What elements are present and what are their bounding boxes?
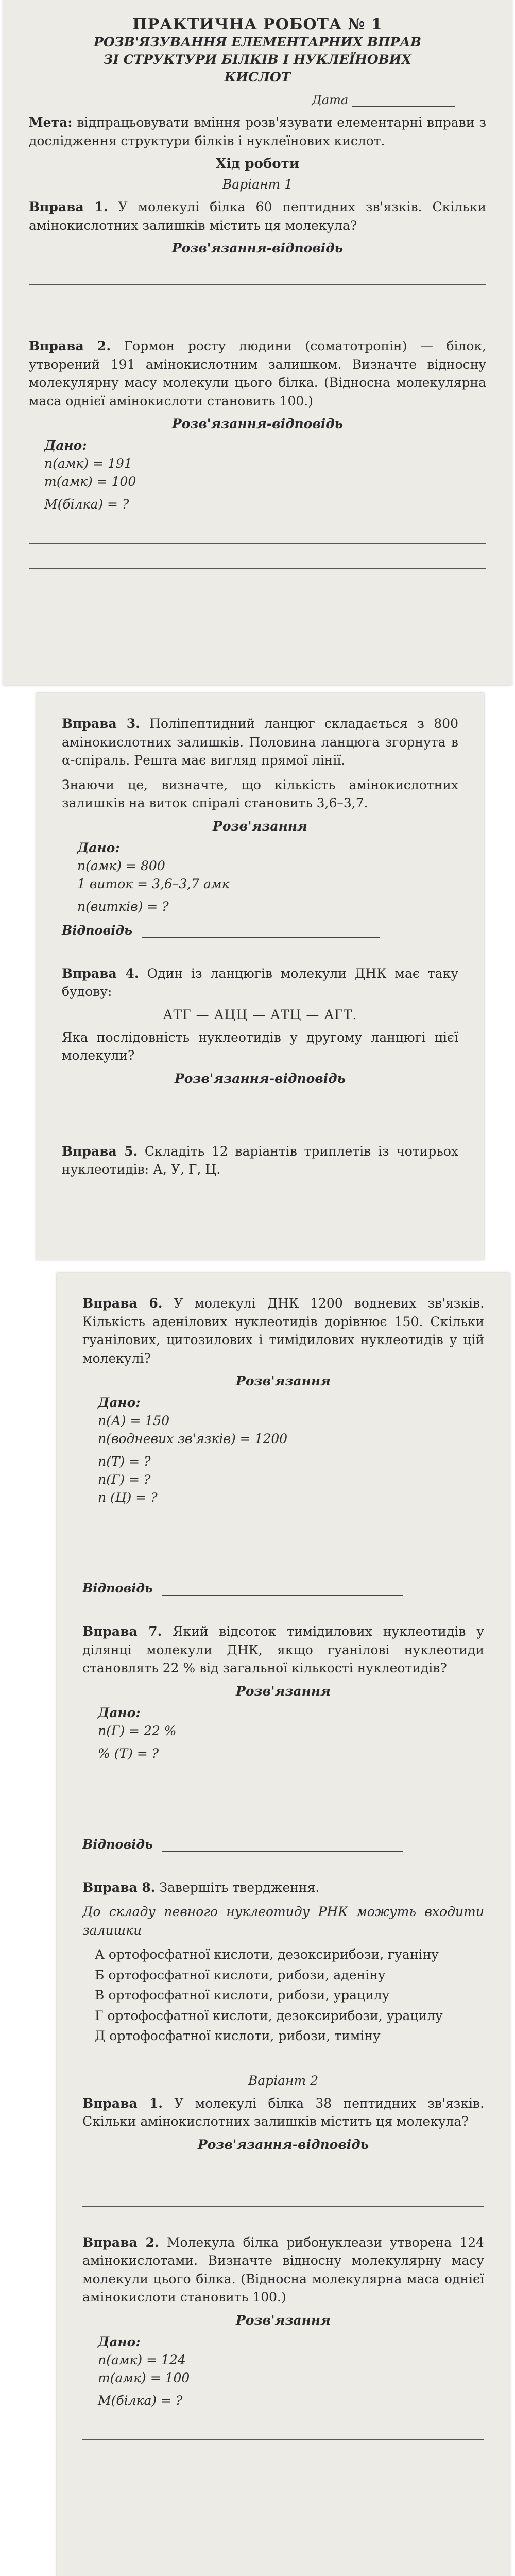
exercise-4-text: Один із ланцюгів молекули ДНК має таку будову: bbox=[62, 965, 458, 999]
exercise-7-given bbox=[98, 1704, 484, 1762]
answer-label: Відповідь bbox=[82, 1836, 153, 1852]
answer-line[interactable] bbox=[82, 2181, 484, 2207]
answer-label: Відповідь bbox=[82, 1581, 153, 1596]
exercise-8-text: Завершіть твердження. bbox=[159, 1879, 320, 1895]
exercise-3 bbox=[62, 715, 458, 770]
exercise-5 bbox=[62, 1142, 458, 1179]
exercise-8-label: Вправа 8. bbox=[82, 1879, 156, 1895]
exercise-1 bbox=[29, 198, 486, 234]
option-d[interactable]: Г ортофосфатної кислоти, дезоксирибози, урацилу bbox=[95, 2008, 443, 2023]
answer-input-line[interactable] bbox=[162, 1839, 403, 1852]
variant-2-heading: Варіант 2 bbox=[248, 2073, 319, 2088]
work-heading: Хід роботи bbox=[215, 156, 300, 172]
answer-line[interactable] bbox=[29, 544, 486, 569]
given-item: n(амк) = 800 bbox=[77, 858, 165, 873]
given-item: n(А) = 150 bbox=[98, 1413, 170, 1428]
given-item: m(амк) = 100 bbox=[44, 474, 136, 489]
answer-input-line[interactable] bbox=[142, 925, 380, 938]
exercise-7-solution-heading: Розв'язання bbox=[236, 1683, 331, 1699]
worksheet-page-3 bbox=[57, 1273, 510, 2576]
answer-line[interactable] bbox=[62, 1185, 458, 1210]
exercise-6-text: У молекулі ДНК 1200 водневих зв'язків. Кількість аденілових нуклеотидів дорівнює 150. Скільки гуанілових, цитозилових і тимідилових нуклеотидів у цій молекулі? bbox=[82, 1296, 485, 1366]
worksheet-page-2 bbox=[36, 693, 484, 1260]
answer-line[interactable] bbox=[29, 260, 486, 285]
exercise-2-given bbox=[44, 436, 486, 513]
answer-line[interactable] bbox=[82, 2465, 484, 2490]
v2-exercise-2-label: Вправа 2. bbox=[82, 2234, 159, 2250]
v2-exercise-1 bbox=[82, 2094, 484, 2131]
date-label: Дата bbox=[312, 93, 349, 108]
exercise-2-text: Гормон росту людини (соматотропін) — білок, утворений 191 амінокислотним залишком. Визначте відносну молекулярну масу молекули цього білка. (Відносна молекулярна маса однієї амінокислоти становить 100.) bbox=[29, 338, 487, 409]
v2-exercise-2 bbox=[82, 2233, 484, 2307]
goal-paragraph bbox=[29, 113, 486, 150]
option-e[interactable]: Д ортофосфатної кислоти, рибози, тиміну bbox=[95, 2028, 381, 2043]
answer-line[interactable] bbox=[29, 518, 486, 544]
given-item: n(витків) = ? bbox=[77, 899, 169, 914]
exercise-1-solution-heading: Розв'язання-відповідь bbox=[171, 241, 344, 256]
given-item: M(білка) = ? bbox=[98, 2393, 183, 2408]
subtitle-line-2: ЗІ СТРУКТУРИ БІЛКІВ І НУКЛЕЇНОВИХ bbox=[104, 52, 411, 67]
exercise-5-text: Складіть 12 варіантів триплетів із чотирьох нуклеотидів: А, У, Г, Ц. bbox=[62, 1143, 459, 1177]
exercise-5-label: Вправа 5. bbox=[62, 1143, 138, 1159]
answer-line[interactable] bbox=[29, 285, 486, 310]
given-item: 1 виток = 3,6–3,7 амк bbox=[77, 876, 230, 891]
date-field bbox=[29, 93, 455, 107]
given-item: n(амк) = 124 bbox=[98, 2352, 186, 2367]
given-item: n (Ц) = ? bbox=[98, 1490, 158, 1505]
subtitle-line-3: КИСЛОТ bbox=[224, 69, 291, 84]
solution-heading: Розв'язання bbox=[236, 1374, 331, 1388]
given-item: n(Г) = 22 % bbox=[98, 1723, 177, 1738]
exercise-1-label: Вправа 1. bbox=[29, 199, 108, 215]
answer-line[interactable] bbox=[82, 2415, 484, 2440]
exercise-7-label: Вправа 7. bbox=[82, 1624, 162, 1639]
given-item: n(водневих зв'язків) = 1200 bbox=[98, 1431, 288, 1446]
answer-row bbox=[82, 1837, 484, 1852]
answer-label: Відповідь bbox=[62, 922, 132, 938]
solution-heading: Розв'язання bbox=[213, 818, 307, 834]
given-label: Дано: bbox=[98, 1705, 141, 1720]
answer-line[interactable] bbox=[62, 1210, 458, 1235]
answer-row bbox=[62, 923, 458, 938]
date-input-line[interactable] bbox=[352, 93, 455, 107]
dna-sequence: АТГ — АЦЦ — АТЦ — АГТ. bbox=[163, 1007, 357, 1022]
exercise-4 bbox=[62, 964, 458, 1001]
v2-exercise-1-text: У молекулі білка 38 пептидних зв'язків. Скільки амінокислотних залишків містить ця молекула? bbox=[82, 2095, 484, 2129]
option-c[interactable]: В ортофосфатної кислоти, рибози, урацилу bbox=[95, 1988, 390, 2003]
option-b[interactable]: Б ортофосфатної кислоти, рибози, аденіну bbox=[95, 1967, 386, 1982]
given-label: Дано: bbox=[44, 438, 87, 453]
v2-exercise-2-solution-heading: Розв'язання bbox=[236, 2312, 331, 2328]
v2-exercise-2-text: Молекула білка рибонуклеази утворена 124 амінокислотами. Визначте відносну молекулярну масу молекули цього білка. (Відносна молекулярна маса однієї амінокислоти становить 100.) bbox=[82, 2234, 485, 2304]
answer-row bbox=[82, 1581, 484, 1596]
given-item: n(Т) = ? bbox=[98, 1454, 151, 1469]
answer-line[interactable] bbox=[82, 2156, 484, 2181]
variant-heading: Варіант 1 bbox=[222, 177, 293, 192]
exercise-6 bbox=[82, 1294, 484, 1367]
exercise-2-label: Вправа 2. bbox=[29, 338, 111, 354]
exercise-8 bbox=[82, 1878, 484, 1897]
exercise-6-label: Вправа 6. bbox=[82, 1296, 163, 1311]
given-label: Дано: bbox=[77, 840, 120, 855]
given-item: n(Г) = ? bbox=[98, 1472, 151, 1487]
exercise-8-options bbox=[82, 1945, 484, 2045]
given-item: n(амк) = 191 bbox=[44, 456, 132, 471]
given-item: m(амк) = 100 bbox=[98, 2370, 190, 2385]
answer-line[interactable] bbox=[62, 1090, 458, 1115]
exercise-7-text: Який відсоток тимідилових нуклеотидів у ділянці молекули ДНК, якщо гуанілові нуклеотиди становлять 22 % від загальної кількості нуклеотидів? bbox=[82, 1624, 484, 1675]
exercise-3-text-2: Знаючи це, визначте, що кількість амінокислотних залишків на виток спіралі становить 3,6–3,7. bbox=[62, 777, 458, 810]
exercise-2-solution-heading: Розв'язання-відповідь bbox=[171, 416, 344, 432]
v2-exercise-1-label: Вправа 1. bbox=[82, 2095, 163, 2111]
exercise-4-question: Яка послідовність нуклеотидів у другому ланцюгі цієї молекули? bbox=[62, 1029, 458, 1063]
option-a[interactable]: А ортофосфатної кислоти, дезоксирибози, гуаніну bbox=[95, 1947, 439, 1962]
exercise-3-given bbox=[77, 839, 458, 916]
given-label: Дано: bbox=[98, 2334, 141, 2349]
answer-line[interactable] bbox=[82, 2440, 484, 2465]
answer-input-line[interactable] bbox=[162, 1583, 403, 1596]
exercise-2 bbox=[29, 337, 486, 410]
subtitle-line-1: РОЗВ'ЯЗУВАННЯ ЕЛЕМЕНТАРНИХ ВПРАВ bbox=[94, 35, 421, 49]
exercise-4-solution-heading: Розв'язання-відповідь bbox=[174, 1071, 346, 1086]
exercise-8-lead: До складу певного нуклеотиду РНК можуть входити залишки bbox=[82, 1904, 484, 1938]
exercise-3-text: Поліпептидний ланцюг складається з 800 амінокислотних залишків. Половина ланцюга згорнута в α-спіраль. Решта має вигляд прямої лінії. bbox=[62, 716, 458, 768]
page-title: ПРАКТИЧНА РОБОТА № 1 bbox=[132, 15, 383, 33]
v2-exercise-2-given bbox=[98, 2333, 484, 2410]
worksheet-page-1 bbox=[3, 0, 512, 685]
exercise-4-label: Вправа 4. bbox=[62, 965, 139, 981]
exercise-3-label: Вправа 3. bbox=[62, 716, 140, 731]
exercise-6-given bbox=[98, 1394, 484, 1506]
given-label: Дано: bbox=[98, 1395, 141, 1410]
v2-exercise-1-solution-heading: Розв'язання-відповідь bbox=[197, 2137, 369, 2152]
goal-label: Мета: bbox=[29, 115, 73, 130]
exercise-7 bbox=[82, 1622, 484, 1677]
exercise-1-text: У молекулі білка 60 пептидних зв'язків. Скільки амінокислотних залишків містить ця молекула? bbox=[29, 199, 487, 233]
goal-text: відпрацьовувати вміння розв'язувати елементарні вправи з дослідження структури білків і нуклеїнових кислот. bbox=[29, 115, 486, 148]
given-item: M(білка) = ? bbox=[44, 497, 129, 512]
given-item: % (Т) = ? bbox=[98, 1745, 159, 1761]
